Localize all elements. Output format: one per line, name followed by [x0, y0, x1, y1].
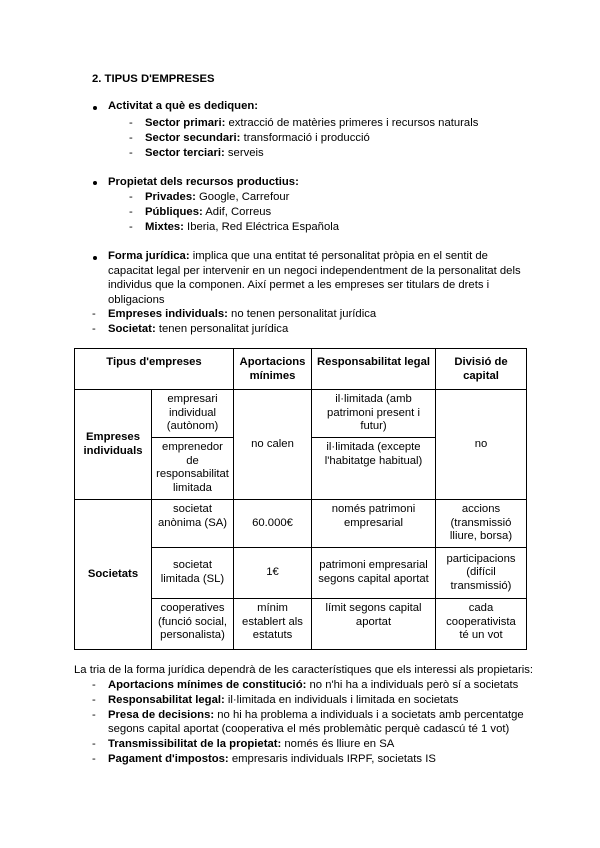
propietat-item: Mixtes: Iberia, Red Eléctrica Española: [145, 221, 340, 233]
activitat-item: Sector secundari: transformació i producció: [145, 132, 370, 144]
dash: -: [129, 117, 133, 129]
table-cell: empresari individual (autònom): [152, 390, 234, 438]
table-cell: mínim establert als estatuts: [234, 599, 312, 650]
table-cell: participacions (difícil transmissió): [436, 548, 527, 599]
dash: -: [129, 191, 133, 203]
bullet-dot: [93, 181, 97, 185]
table-header: Divisió de capital: [436, 349, 527, 390]
dash: -: [92, 709, 96, 721]
row-group-label: Societats: [75, 500, 152, 650]
tria-item: Aportacions mínimes de constitució: no n'hi ha a individuals però sí a societats: [108, 679, 519, 691]
table-cell: il·limitada (excepte l'habitatge habitual): [312, 438, 436, 500]
table-cell: societat limitada (SL): [152, 548, 234, 599]
tria-item: Presa de decisions: no hi ha problema a individuals i a societats amb percentatge: [108, 709, 524, 721]
table-cell: límit segons capital aportat: [312, 599, 436, 650]
table-header: Aportacions mínimes: [234, 349, 312, 390]
table-cell: no calen: [234, 390, 312, 500]
activitat-title: Activitat a què es dediquen:: [108, 100, 259, 112]
table-header: Tipus d'empreses: [75, 349, 234, 390]
propietat-title: Propietat dels recursos productius:: [108, 176, 299, 188]
dash: -: [92, 308, 96, 320]
forma-item: Societat: tenen personalitat jurídica: [108, 323, 289, 335]
dash: -: [129, 206, 133, 218]
table-cell: emprenedor de responsabilitat limitada: [152, 438, 234, 500]
section-heading: 2. TIPUS D'EMPRESES: [92, 73, 215, 85]
table-cell: societat anònima (SA): [152, 500, 234, 548]
tria-item: Transmissibilitat de la propietat: només és lliure en SA: [108, 738, 395, 750]
tria-item: Pagament d'impostos: empresaris individuals IRPF, societats IS: [108, 753, 436, 765]
forma-paragraph: Forma jurídica: implica que una entitat té personalitat pròpia en el sentit de capacitat legal per intervenir en un negoci independentment de la personalitat dels individus que la componen. Així permet a les empreses ser titulars de drets i obligacions: [108, 250, 521, 306]
tria-item: Responsabilitat legal: il·limitada en individuals i limitada en societats: [108, 694, 459, 706]
table-cell: cooperatives (funció social, personalista): [152, 599, 234, 650]
tria-item-continuation: segons capital aportat (cooperativa el més problemàtic perquè cadascú té 1 vot): [108, 723, 510, 735]
dash: -: [92, 738, 96, 750]
dash: -: [92, 753, 96, 765]
table-cell: accions (transmissió lliure, borsa): [436, 500, 527, 548]
tria-intro: La tria de la forma jurídica dependrà de les característiques que els interessi als propietaris:: [74, 664, 534, 676]
table-header: Responsabilitat legal: [312, 349, 436, 390]
dash: -: [129, 132, 133, 144]
company-types-table: [74, 348, 527, 650]
activitat-item: Sector primari: extracció de matèries primeres i recursos naturals: [145, 117, 479, 129]
table-cell: només patrimoni empresarial: [312, 500, 436, 548]
propietat-item: Públiques: Adif, Correus: [145, 206, 272, 218]
table-cell: 1€: [234, 548, 312, 599]
dash: -: [129, 147, 133, 159]
dash: -: [92, 679, 96, 691]
table-cell: patrimoni empresarial segons capital aportat: [312, 548, 436, 599]
bullet-dot: [93, 106, 97, 110]
forma-item: Empreses individuals: no tenen personalitat jurídica: [108, 308, 377, 320]
dash: -: [129, 221, 133, 233]
bullet-dot: [93, 256, 97, 260]
dash: -: [92, 694, 96, 706]
row-group-label: Empreses individuals: [75, 390, 152, 500]
table-cell: 60.000€: [234, 500, 312, 548]
table-cell: il·limitada (amb patrimoni present i futur): [312, 390, 436, 438]
dash: -: [92, 323, 96, 335]
propietat-item: Privades: Google, Carrefour: [145, 191, 290, 203]
activitat-item: Sector terciari: serveis: [145, 147, 264, 159]
table-cell: cada cooperativista té un vot: [436, 599, 527, 650]
table-cell: no: [436, 390, 527, 500]
